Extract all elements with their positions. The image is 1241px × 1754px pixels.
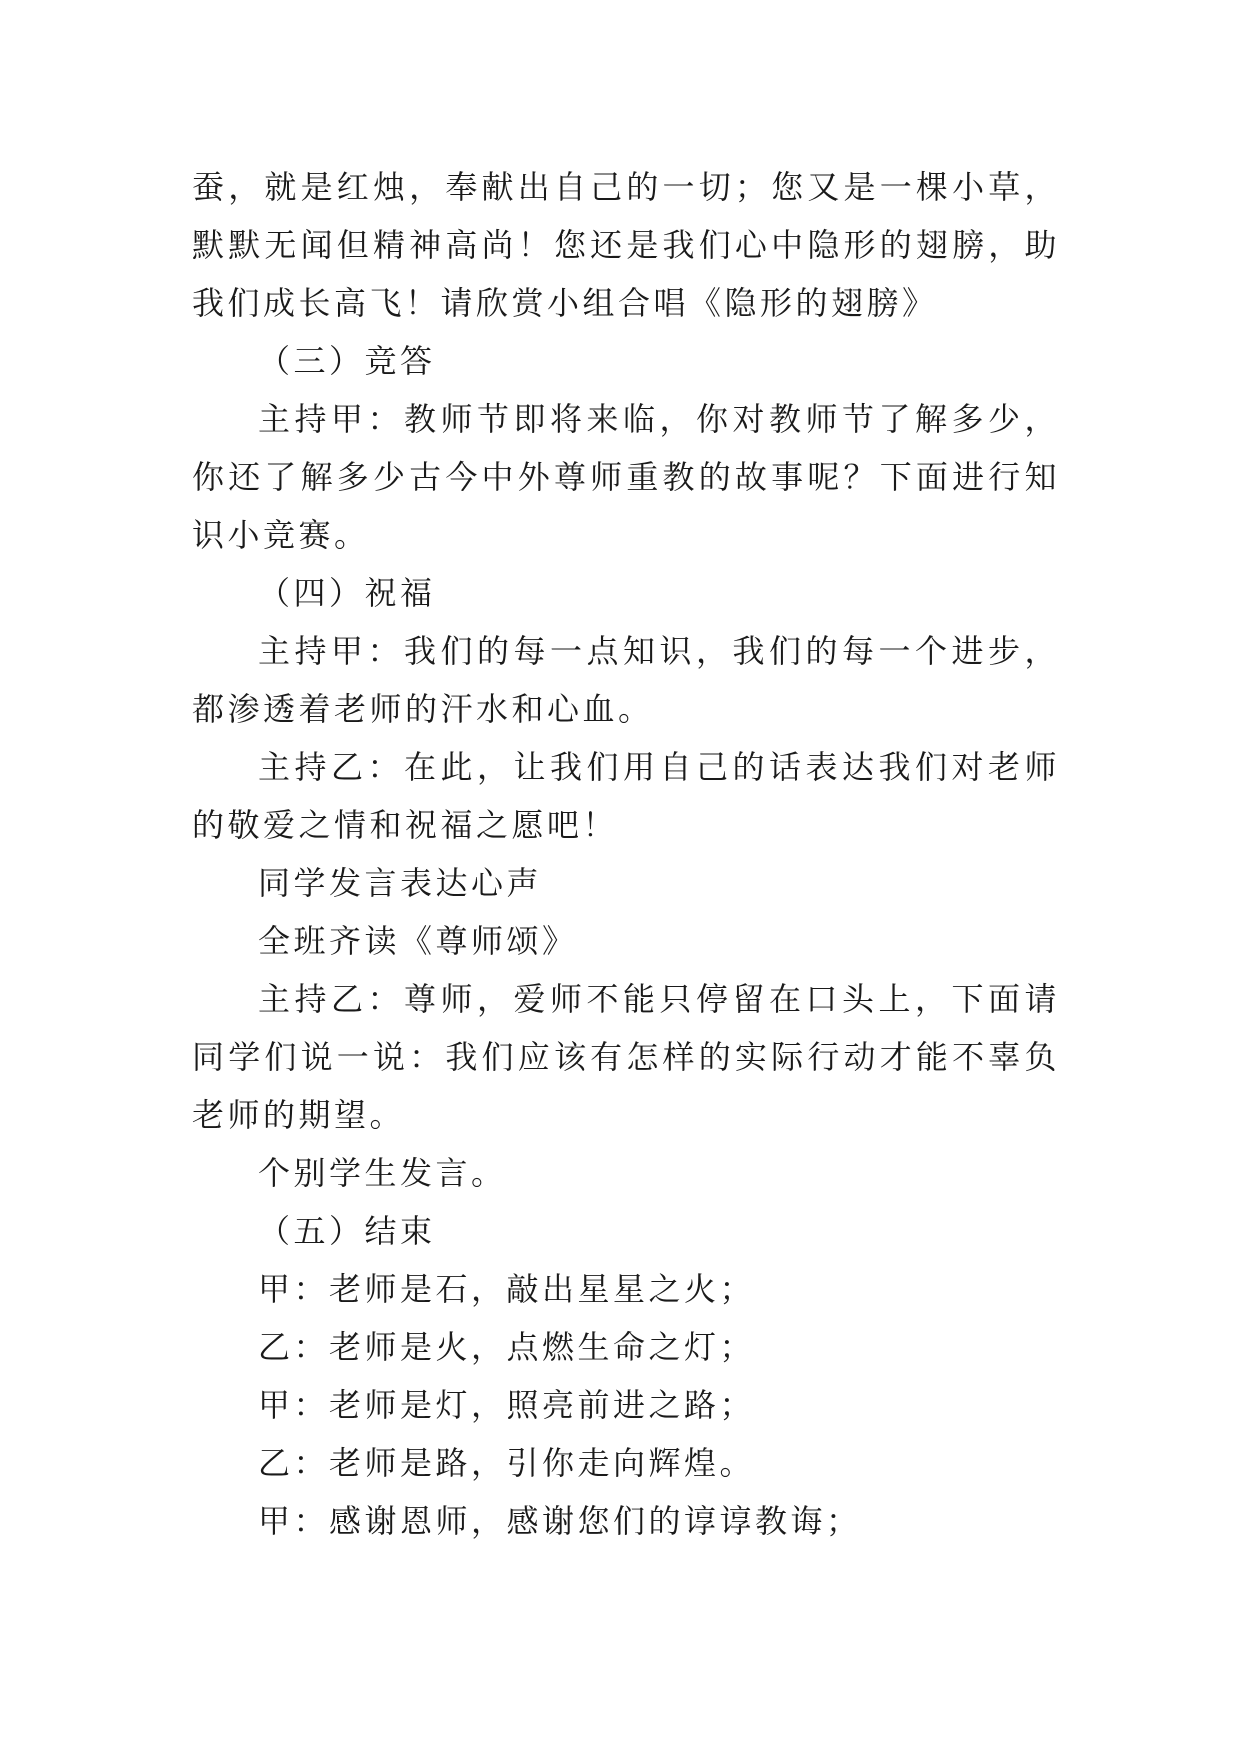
section-heading-blessing: （四）祝福 [258, 574, 436, 612]
paragraph-individual-speech: 个别学生发言。 [258, 1154, 507, 1192]
paragraph-student-speech: 同学发言表达心声 [258, 864, 543, 902]
paragraph-b-fire: 乙：老师是火，点燃生命之灯； [258, 1328, 756, 1366]
paragraph-a-stone: 甲：老师是石，敲出星星之火； [258, 1270, 756, 1308]
paragraph-host-a-blessing: 主持甲：我们的每一点知识，我们的每一个进步，都渗透着老师的汗水和心血。 [192, 632, 1060, 728]
paragraph-host-b-action: 主持乙：尊师，爱师不能只停留在口头上，下面请同学们说一说：我们应该有怎样的实际行动才能不辜负老师的期望。 [192, 980, 1060, 1134]
paragraph-class-reading: 全班齐读《尊师颂》 [258, 922, 578, 960]
paragraph-host-a-quiz: 主持甲：教师节即将来临，你对教师节了解多少，你还了解多少古今中外尊师重教的故事呢？下面进行知识小竞赛。 [192, 400, 1060, 554]
section-heading-quiz: （三）竞答 [258, 342, 436, 380]
document-body [192, 158, 1060, 1550]
paragraph-host-b-blessing: 主持乙：在此，让我们用自己的话表达我们对老师的敬爱之情和祝福之愿吧！ [192, 748, 1060, 844]
section-heading-ending: （五）结束 [258, 1212, 436, 1250]
paragraph-a-lamp: 甲：老师是灯，照亮前进之路； [258, 1386, 756, 1424]
paragraph-b-road: 乙：老师是路，引你走向辉煌。 [258, 1444, 756, 1482]
paragraph-closing-song-intro: 蚕，就是红烛，奉献出自己的一切；您又是一棵小草，默默无闻但精神高尚！您还是我们心中隐形的翅膀，助我们成长高飞！请欣赏小组合唱《隐形的翅膀》 [192, 168, 1060, 322]
paragraph-a-thanks: 甲：感谢恩师，感谢您们的谆谆教诲； [258, 1502, 862, 1540]
